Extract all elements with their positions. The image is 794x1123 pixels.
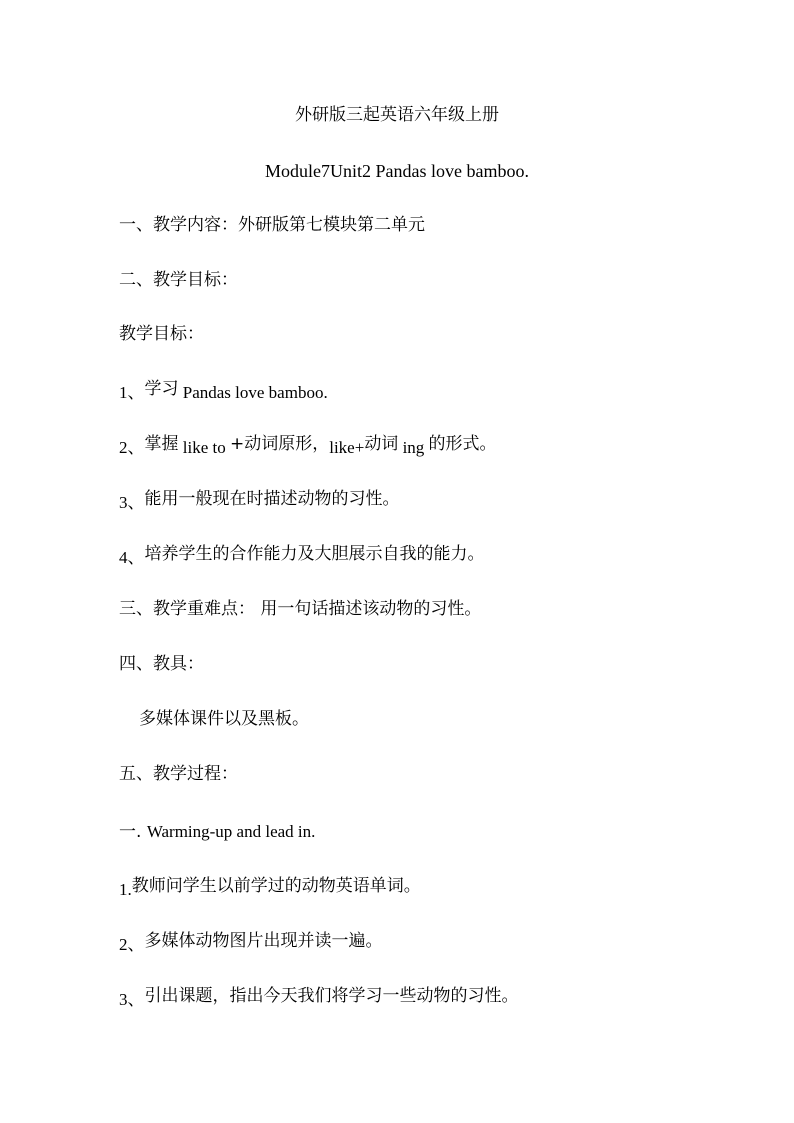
step-item-3 bbox=[119, 984, 519, 1008]
objective-text-en: ing bbox=[398, 438, 429, 457]
objective-text-cn: 的形式。 bbox=[428, 434, 497, 454]
step-title: Warming-up and lead in. bbox=[146, 822, 316, 841]
objective-number: 4、 bbox=[119, 548, 145, 567]
objective-item-4 bbox=[119, 542, 485, 566]
section-key-points: 三、教学重难点： 用一句话描述该动物的习性。 bbox=[119, 599, 482, 619]
step-text: 教师问学生以前学过的动物英语单词。 bbox=[131, 876, 421, 896]
objective-text: 培养学生的合作能力及大胆展示自我的能力。 bbox=[144, 544, 485, 564]
step-item-2 bbox=[119, 929, 383, 953]
objective-text-en: Pandas love bamboo. bbox=[178, 383, 328, 402]
step-text: 引出课题，指出今天我们将学习一些动物的习性。 bbox=[144, 986, 519, 1006]
teaching-tools-text: 多媒体课件以及黑板。 bbox=[139, 709, 309, 729]
step-number: 3、 bbox=[119, 990, 145, 1009]
step-warming-up bbox=[119, 820, 315, 844]
objective-text: 能用一般现在时描述动物的习性。 bbox=[144, 489, 400, 509]
objective-item-3 bbox=[119, 487, 400, 511]
objective-number: 1、 bbox=[119, 383, 145, 402]
section-teaching-content: 一、教学内容：外研版第七模块第二单元 bbox=[119, 215, 425, 235]
section-teaching-goals: 二、教学目标： bbox=[119, 270, 238, 290]
objective-number: 2、 bbox=[119, 438, 145, 457]
objective-text-cn: 学习 bbox=[144, 379, 179, 399]
objective-item-2 bbox=[119, 432, 497, 456]
objective-text-en: like+ bbox=[329, 438, 365, 457]
step-number: 2、 bbox=[119, 935, 145, 954]
document-title-chinese: 外研版三起英语六年级上册 bbox=[295, 105, 499, 125]
objectives-heading: 教学目标： bbox=[119, 324, 204, 344]
section-teaching-process: 五、教学过程： bbox=[119, 764, 238, 784]
step-item-1 bbox=[119, 874, 421, 898]
objective-text-cn: 掌握 bbox=[144, 434, 179, 454]
objective-item-1 bbox=[119, 377, 328, 401]
objective-text-cn: 动词 bbox=[364, 434, 399, 454]
objective-text-cn: +动词原形， bbox=[229, 434, 330, 454]
step-text: 多媒体动物图片出现并读一遍。 bbox=[144, 931, 383, 951]
objective-number: 3、 bbox=[119, 493, 145, 512]
step-number: 1. bbox=[119, 880, 132, 899]
section-teaching-tools: 四、教具： bbox=[119, 654, 204, 674]
step-prefix: 一. bbox=[119, 822, 147, 842]
objective-text-en: like to bbox=[178, 438, 230, 457]
document-title-english: Module7Unit2 Pandas love bamboo. bbox=[265, 161, 529, 181]
